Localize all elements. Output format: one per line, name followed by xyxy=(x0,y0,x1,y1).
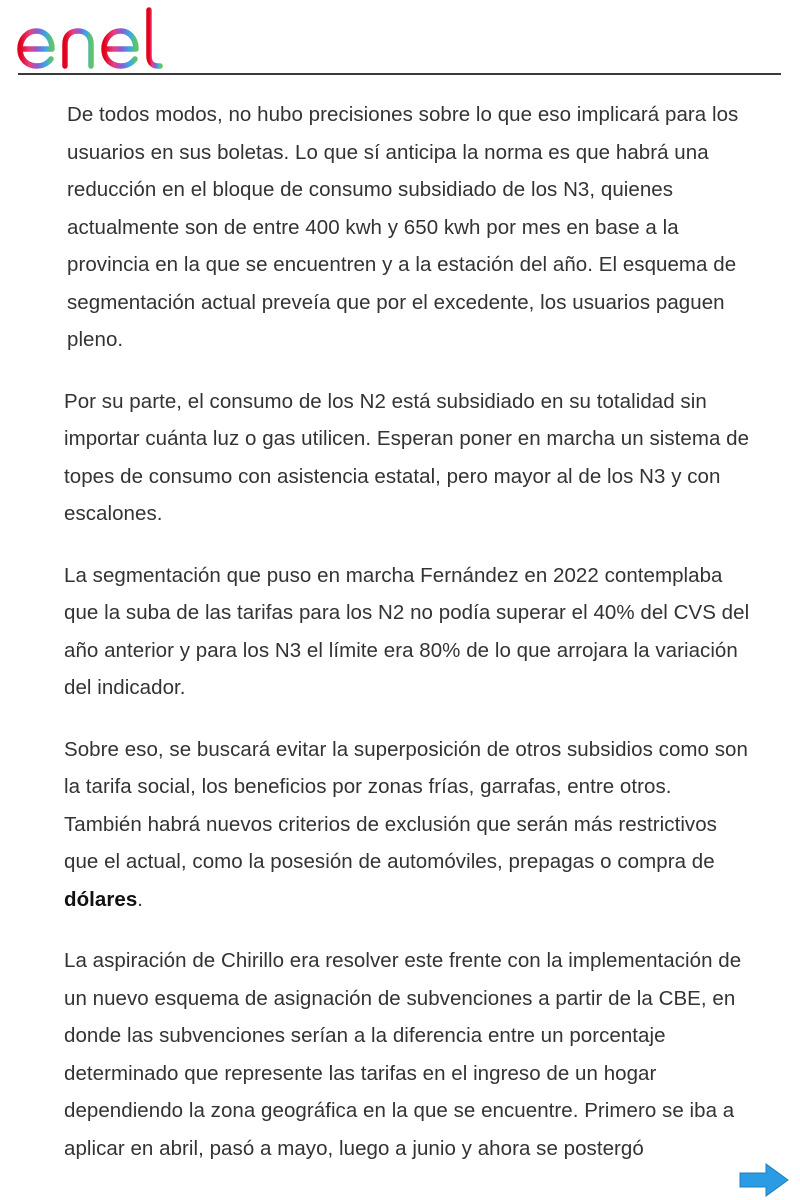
article-paragraph-2: Por su parte, el consumo de los N2 está subsidiado en su totalidad sin importar cuánta luz o gas utilicen. Esperan poner en marcha un sistema de topes de consumo con asistencia estatal, pero mayor al de los N3 y con escalones. xyxy=(64,389,750,525)
article-paragraph-3: La segmentación que puso en marcha Fernández en 2022 contemplaba que la suba de las tarifas para los N2 no podía superar el 40% del CVS del año anterior y para los N3 el límite era 80% de lo que arrojara la variación del indicador. xyxy=(64,563,750,699)
header-divider xyxy=(18,73,781,75)
article-paragraph-4 xyxy=(64,731,754,919)
paragraph-4-text-end: . xyxy=(137,887,144,911)
header xyxy=(0,0,800,76)
arrow-right-icon[interactable] xyxy=(738,1162,790,1198)
article-paragraph-5: La aspiración de Chirillo era resolver este frente con la implementación de un nuevo esquema de asignación de subvenciones a partir de la CBE, en donde las subvenciones serían a la diferencia entre un porcentaje determinado que represente las tarifas en el ingreso de un hogar dependiendo la zona geográfica en la que se encuentre. Primero se iba a aplicar en abril, pasó a mayo, luego a junio y ahora se postergó xyxy=(64,949,742,1160)
article-paragraph-1: De todos modos, no hubo precisiones sobre lo que eso implicará para los usuarios en sus boletas. Lo que sí anticipa la norma es que habrá una reducción en el bloque de consumo subsidiado de los N3, quienes actualmente son de entre 400 kwh y 650 kwh por mes en base a la provincia en la que se encuentren y a la estación del año. El esquema de segmentación actual preveía que por el excedente, los usuarios paguen pleno. xyxy=(67,103,739,351)
dolares-keyword: dólares xyxy=(64,887,138,911)
enel-logo-icon[interactable] xyxy=(16,6,180,70)
article-body xyxy=(64,96,754,1191)
paragraph-4-text-start: Sobre eso, se buscará evitar la superposición de otros subsidios como son la tarifa social, los beneficios por zonas frías, garrafas, entre otros. También habrá nuevos criterios de exclusión que serán más restrictivos que el actual, como la posesión de automóviles, prepagas o compra de xyxy=(64,737,748,873)
